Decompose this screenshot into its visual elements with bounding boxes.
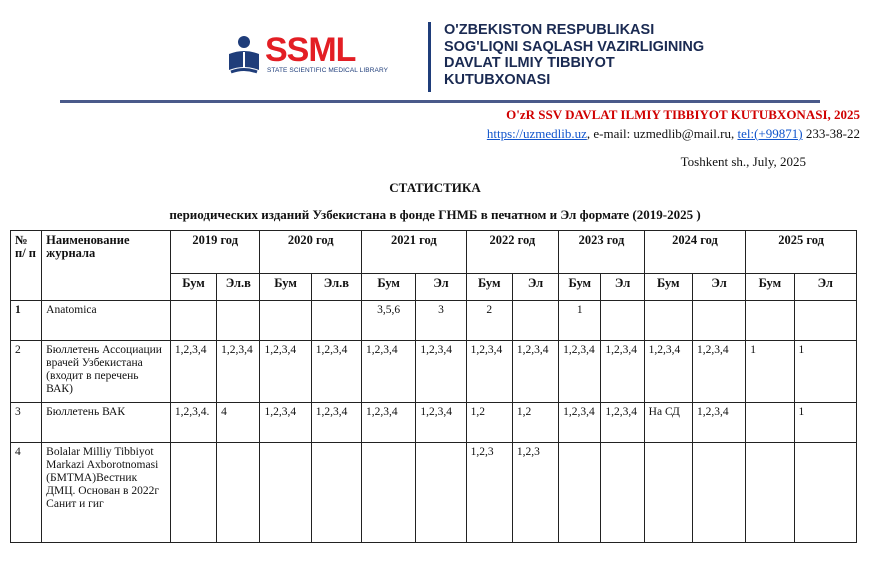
place-date: Toshkent sh., July, 2025 (680, 154, 806, 169)
issue-cell: 2 (466, 301, 512, 341)
format-header: Эл (416, 274, 466, 301)
year-header: 2020 год (260, 231, 362, 274)
column-header-number: № п/ п (11, 231, 42, 301)
issue-cell: 1 (559, 301, 601, 341)
issue-cell: 1,2,3,4 (512, 341, 558, 403)
format-header: Эл (601, 274, 644, 301)
row-number: 3 (11, 403, 42, 443)
phone-link[interactable]: tel:(+99871) (737, 126, 803, 141)
issue-cell: 1,2,3,4 (416, 403, 466, 443)
issue-cell (601, 301, 644, 341)
issue-cell: 1 (794, 341, 856, 403)
issue-cell (311, 301, 361, 341)
issue-cell (601, 443, 644, 543)
website-link[interactable]: https://uzmedlib.uz (486, 126, 587, 141)
org-line: KUTUBXONASI (444, 71, 551, 88)
issue-cell (746, 443, 794, 543)
table-row (11, 341, 857, 403)
issue-cell: 1,2,3,4 (559, 403, 601, 443)
issue-cell (170, 443, 216, 543)
issue-cell: 1,2,3,4 (311, 403, 361, 443)
issue-cell (217, 301, 260, 341)
document-title: СТАТИСТИКА (389, 180, 481, 195)
header-divider (428, 22, 431, 92)
issue-cell: 1,2,3 (466, 443, 512, 543)
issue-cell (559, 443, 601, 543)
format-header: Эл.в (217, 274, 260, 301)
issue-cell: 1,2,3,4 (416, 341, 466, 403)
issue-cell (170, 301, 216, 341)
year-header: 2022 год (466, 231, 559, 274)
issue-cell: 1,2,3,4 (260, 403, 311, 443)
issue-cell: 1,2,3,4 (644, 341, 692, 403)
format-header: Бум (466, 274, 512, 301)
issue-cell: 1,2,3,4 (362, 403, 416, 443)
issue-cell: 4 (217, 403, 260, 443)
org-line: SOG'LIQNI SAQLASH VAZIRLIGINING (444, 38, 705, 55)
format-header: Эл.в (311, 274, 361, 301)
issue-cell: 3 (416, 301, 466, 341)
issue-cell: 1,2,3,4 (362, 341, 416, 403)
organization-name (444, 22, 704, 88)
column-header-name: Наименование журнала (42, 231, 171, 301)
issue-cell: 1,2,3,4. (170, 403, 216, 443)
issue-cell: 1,2,3 (512, 443, 558, 543)
issue-cell (746, 403, 794, 443)
row-number: 1 (11, 301, 42, 341)
issue-cell (217, 443, 260, 543)
format-header: Бум (260, 274, 311, 301)
year-header: 2023 год (559, 231, 645, 274)
issue-cell (644, 443, 692, 543)
issue-cell: 1,2,3,4 (692, 341, 745, 403)
phone-number: 233-38-22 (802, 126, 860, 141)
statistics-table (10, 230, 857, 543)
year-header-row (11, 231, 857, 274)
format-header: Эл (512, 274, 558, 301)
logo-text: SSML (265, 31, 356, 69)
issue-cell: 1 (794, 403, 856, 443)
issue-cell (644, 301, 692, 341)
year-header: 2024 год (644, 231, 746, 274)
format-header: Бум (559, 274, 601, 301)
issue-cell (260, 443, 311, 543)
issue-cell (260, 301, 311, 341)
issue-cell: На СД (644, 403, 692, 443)
journal-name: Bolalar Milliy Tibbiyot Markazi Axborotnomasi (БМТМА)Вестник ДМЦ. Основан в 2022г Санит и гиг (42, 443, 171, 543)
year-header: 2025 год (746, 231, 857, 274)
table-row (11, 443, 857, 543)
year-header: 2019 год (170, 231, 260, 274)
issue-cell (311, 443, 361, 543)
issue-cell: 1,2,3,4 (260, 341, 311, 403)
format-header: Эл (692, 274, 745, 301)
issue-cell: 1,2,3,4 (466, 341, 512, 403)
logo-subtitle: STATE SCIENTIFIC MEDICAL LIBRARY (267, 67, 389, 74)
issue-cell: 1,2,3,4 (217, 341, 260, 403)
issue-cell (794, 301, 856, 341)
journal-name: Бюллетень ВАК (42, 403, 171, 443)
format-header: Эл (794, 274, 856, 301)
issue-cell (362, 443, 416, 543)
issue-cell: 1,2,3,4 (559, 341, 601, 403)
issue-cell (416, 443, 466, 543)
table-row (11, 301, 857, 341)
format-header: Бум (746, 274, 794, 301)
issue-cell (692, 443, 745, 543)
issue-cell: 1,2,3,4 (692, 403, 745, 443)
format-header: Бум (170, 274, 216, 301)
org-line: O'ZBEKISTON RESPUBLIKASI (444, 22, 655, 38)
library-reader-icon (225, 34, 263, 78)
issue-cell: 3,5,6 (362, 301, 416, 341)
contact-line (487, 126, 860, 142)
issue-cell (512, 301, 558, 341)
org-line: DAVLAT ILMIY TIBBIYOT (444, 55, 615, 71)
issue-cell: 1 (746, 341, 794, 403)
journal-name: Anatomica (42, 301, 171, 341)
format-header: Бум (362, 274, 416, 301)
email-text: , e-mail: uzmedlib@mail.ru, (586, 126, 738, 141)
document-subtitle: периодических изданий Узбекистана в фонде ГНМБ в печатном и Эл формате (2019-2025 ) (169, 207, 701, 222)
row-number: 4 (11, 443, 42, 543)
issue-cell: 1,2 (466, 403, 512, 443)
issue-cell (692, 301, 745, 341)
issue-cell: 1,2,3,4 (601, 403, 644, 443)
issue-cell: 1,2,3,4 (311, 341, 361, 403)
format-header: Бум (644, 274, 692, 301)
table-row (11, 403, 857, 443)
row-number: 2 (11, 341, 42, 403)
issue-cell: 1,2,3,4 (601, 341, 644, 403)
table-body (11, 301, 857, 543)
issue-cell (794, 443, 856, 543)
issue-cell: 1,2,3,4 (170, 341, 216, 403)
issue-cell (746, 301, 794, 341)
ssml-logo (225, 31, 395, 78)
issue-cell: 1,2 (512, 403, 558, 443)
header-rule (60, 100, 820, 103)
year-header: 2021 год (362, 231, 467, 274)
journal-name: Бюллетень Ассоциации врачей Узбекистана (входит в перечень ВАК) (42, 341, 171, 403)
library-line: O'zR SSV DAVLAT ILMIY TIBBIYOT KUTUBXONASI, 2025 (506, 107, 860, 122)
